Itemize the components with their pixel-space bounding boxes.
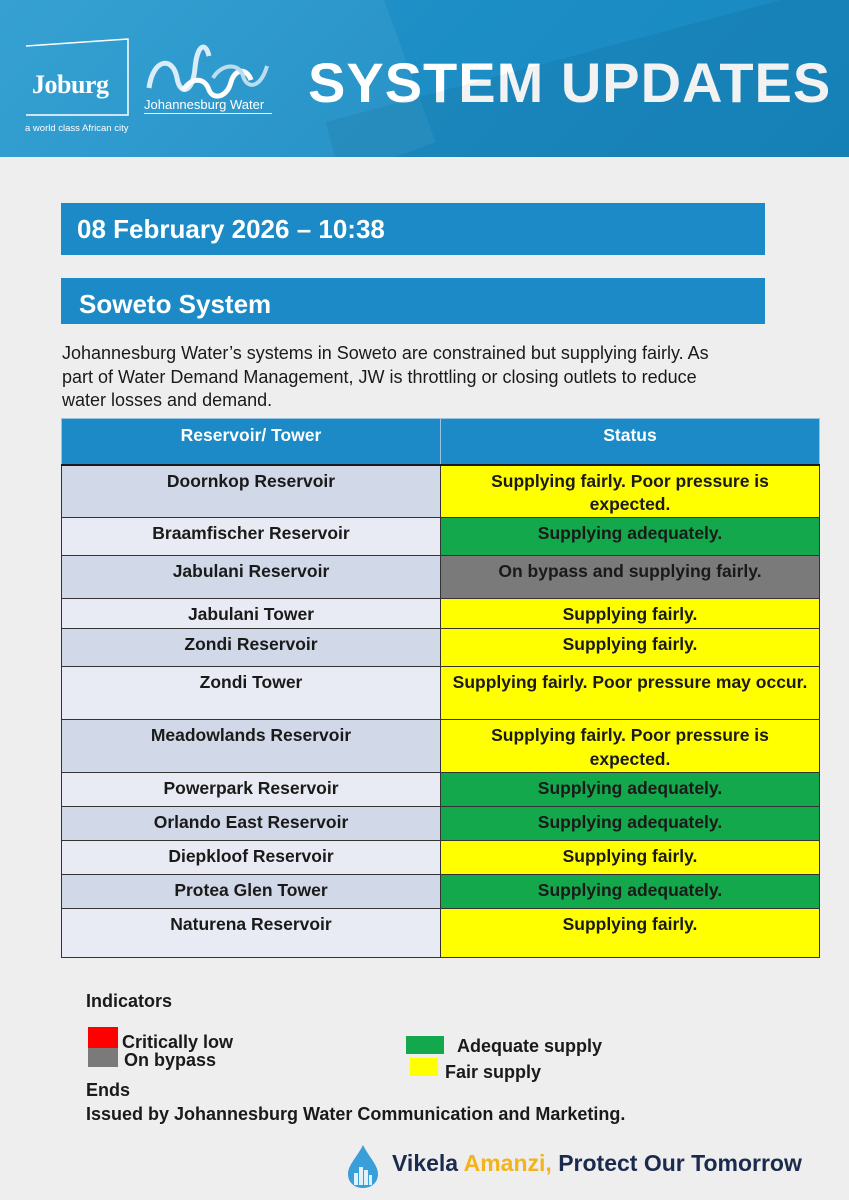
table-row [62,465,820,518]
status-cell: Supplying fairly. Poor pressure is expected. [441,465,820,518]
critically-low-label: Critically low [122,1032,234,1052]
status-cell: Supplying adequately. [441,807,820,841]
critically-low-swatch [88,1027,118,1048]
status-cell: Supplying fairly. [441,841,820,875]
table-header-row [62,419,820,465]
column-header-status: Status [441,419,820,465]
reservoir-name-cell: Braamfischer Reservoir [62,518,441,556]
johannesburg-water-text: Johannesburg Water [144,97,265,112]
reservoir-name-cell: Zondi Reservoir [62,629,441,667]
header-banner [0,0,849,157]
on-bypass-swatch [88,1048,118,1067]
status-cell: Supplying fairly. [441,909,820,958]
reservoir-name-cell: Zondi Tower [62,667,441,720]
status-cell: Supplying fairly. Poor pressure is expected. [441,720,820,773]
status-cell: Supplying fairly. Poor pressure may occur. [441,667,820,720]
reservoir-name-cell: Powerpark Reservoir [62,773,441,807]
page-title: SYSTEM UPDATES [308,51,832,114]
reservoir-name-cell: Diepkloof Reservoir [62,841,441,875]
status-table [61,418,820,958]
adequate-supply-label: Adequate supply [457,1036,603,1056]
reservoir-name-cell: Meadowlands Reservoir [62,720,441,773]
jw-underline [144,113,272,114]
table-row [62,720,820,773]
table-row [62,773,820,807]
table-row [62,667,820,720]
slogan-accent: Amanzi, [463,1150,552,1176]
tagline: a world class African city [25,123,129,134]
fair-supply-label: Fair supply [445,1062,542,1082]
fair-supply-swatch [410,1058,438,1076]
status-cell: Supplying fairly. [441,599,820,629]
indicators-title: Indicators [86,991,173,1011]
reservoir-name-cell: Naturena Reservoir [62,909,441,958]
reservoir-name-cell: Doornkop Reservoir [62,465,441,518]
intro-paragraph: Johannesburg Water’s systems in Soweto are constrained but supplying fairly. As part of Water Demand Management, JW is throttling or closing outlets to reduce water losses and demand. [62,343,709,410]
table-row [62,841,820,875]
status-cell: Supplying adequately. [441,773,820,807]
system-title: Soweto System [61,278,765,324]
slogan-part1: Vikela [392,1150,464,1176]
column-header-reservoir: Reservoir/ Tower [62,419,441,465]
table-row [62,909,820,958]
adequate-supply-swatch [406,1036,444,1054]
table-row [62,875,820,909]
status-cell: Supplying fairly. [441,629,820,667]
table-row [62,629,820,667]
reservoir-name-cell: Orlando East Reservoir [62,807,441,841]
johannesburg-water-logo-icon [143,38,275,104]
date-bar: 08 February 2026 – 10:38 [61,203,765,255]
slogan [392,1150,802,1177]
table-row [62,518,820,556]
table-row [62,556,820,599]
status-cell: Supplying adequately. [441,518,820,556]
on-bypass-label: On bypass [124,1050,217,1070]
table-row [62,807,820,841]
table-row [62,599,820,629]
issued-by-text: Issued by Johannesburg Water Communication and Marketing. [86,1104,626,1124]
reservoir-name-cell: Jabulani Reservoir [62,556,441,599]
table-body [62,465,820,958]
water-drop-icon [345,1143,381,1189]
ends-text: Ends [86,1080,131,1100]
reservoir-name-cell: Jabulani Tower [62,599,441,629]
reservoir-name-cell: Protea Glen Tower [62,875,441,909]
status-cell: Supplying adequately. [441,875,820,909]
joburg-logo-text: Joburg [32,70,109,99]
status-cell: On bypass and supplying fairly. [441,556,820,599]
slogan-part2: Protect Our Tomorrow [551,1150,802,1176]
